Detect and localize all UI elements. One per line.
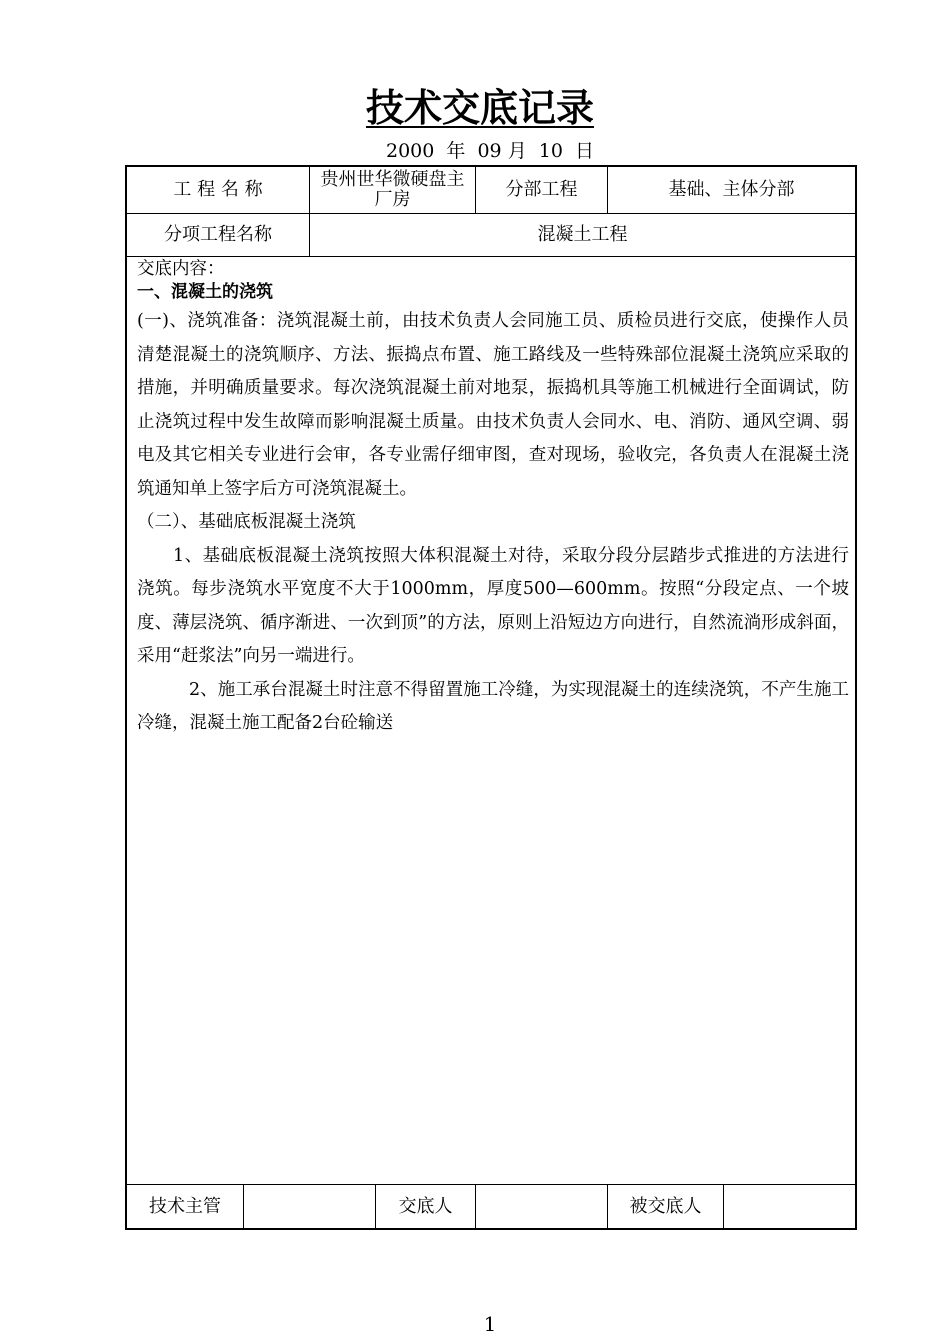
date-day: 10	[538, 140, 563, 162]
date-month: 09	[477, 140, 502, 162]
section2-title: （二）、基础底板混凝土浇筑	[137, 512, 356, 532]
row-divider	[127, 256, 855, 257]
disclosure-content	[137, 259, 849, 741]
recipient-value[interactable]	[724, 1185, 855, 1228]
recipient-label: 被交底人	[629, 1195, 702, 1217]
date-month-unit: 月	[507, 140, 527, 162]
content-label: 交底内容：	[137, 259, 225, 279]
subitem-value: 混凝土工程	[537, 224, 628, 245]
division-label: 分部工程	[505, 179, 578, 200]
item1-paragraph: 1、基础底板混凝土浇筑按照大体积混凝土对待，采取分段分层踏步式推进的方法进行浇筑。每步浇筑水平宽度不大于1000mm，厚度500—600mm。按照“分段定点、一个坡度、薄层浇筑、循序渐进、一次到顶”的方法，原则上沿短边方向进行，自然流淌形成斜面，采用“赶浆法”向另一端进行。	[137, 545, 849, 666]
page-number: 1	[483, 1312, 497, 1336]
date-year-unit: 年	[446, 140, 466, 162]
item2-paragraph: 2、施工承台混凝土时注意不得留置施工冷缝，为实现混凝土的连续浇筑，不产生施工冷缝，混凝土施工配备2台砼输送	[137, 679, 849, 733]
tech-supervisor-value[interactable]	[244, 1185, 375, 1228]
date-day-unit: 日	[574, 140, 594, 162]
document-title-text: 技术交底记录	[365, 86, 594, 130]
discloser-value[interactable]	[476, 1185, 607, 1228]
document-title	[0, 84, 950, 132]
division-value: 基础、主体分部	[668, 179, 795, 200]
section1-paragraph: (一)、浇筑准备：浇筑混凝土前，由技术负责人会同施工员、质检员进行交底，使操作人员清楚混凝土的浇筑顺序、方法、振捣点布置、施工路线及一些特殊部位混凝土浇筑应采取的措施，并明确质量要求。每次浇筑混凝土前对地泵，振捣机具等施工机械进行全面调试，防止浇筑过程中发生故障而影响混凝土质量。由技术负责人会同水、电、消防、通风空调、弱电及其它相关专业进行会审，各专业需仔细审图，查对现场，验收完，各负责人在混凝土浇筑通知单上签字后方可浇筑混凝土。	[137, 311, 849, 499]
subitem-label: 分项工程名称	[164, 224, 272, 245]
record-date	[0, 138, 950, 164]
project-name-label: 工 程 名 称	[173, 179, 263, 200]
discloser-label: 交底人	[398, 1195, 453, 1217]
date-year: 2000	[385, 140, 435, 162]
content-heading: 一、混凝土的浇筑	[137, 282, 273, 302]
project-name-value: 贵州世华微硬盘主厂房	[320, 169, 465, 210]
tech-supervisor-label: 技术主管	[149, 1195, 221, 1217]
record-table	[125, 165, 857, 1230]
